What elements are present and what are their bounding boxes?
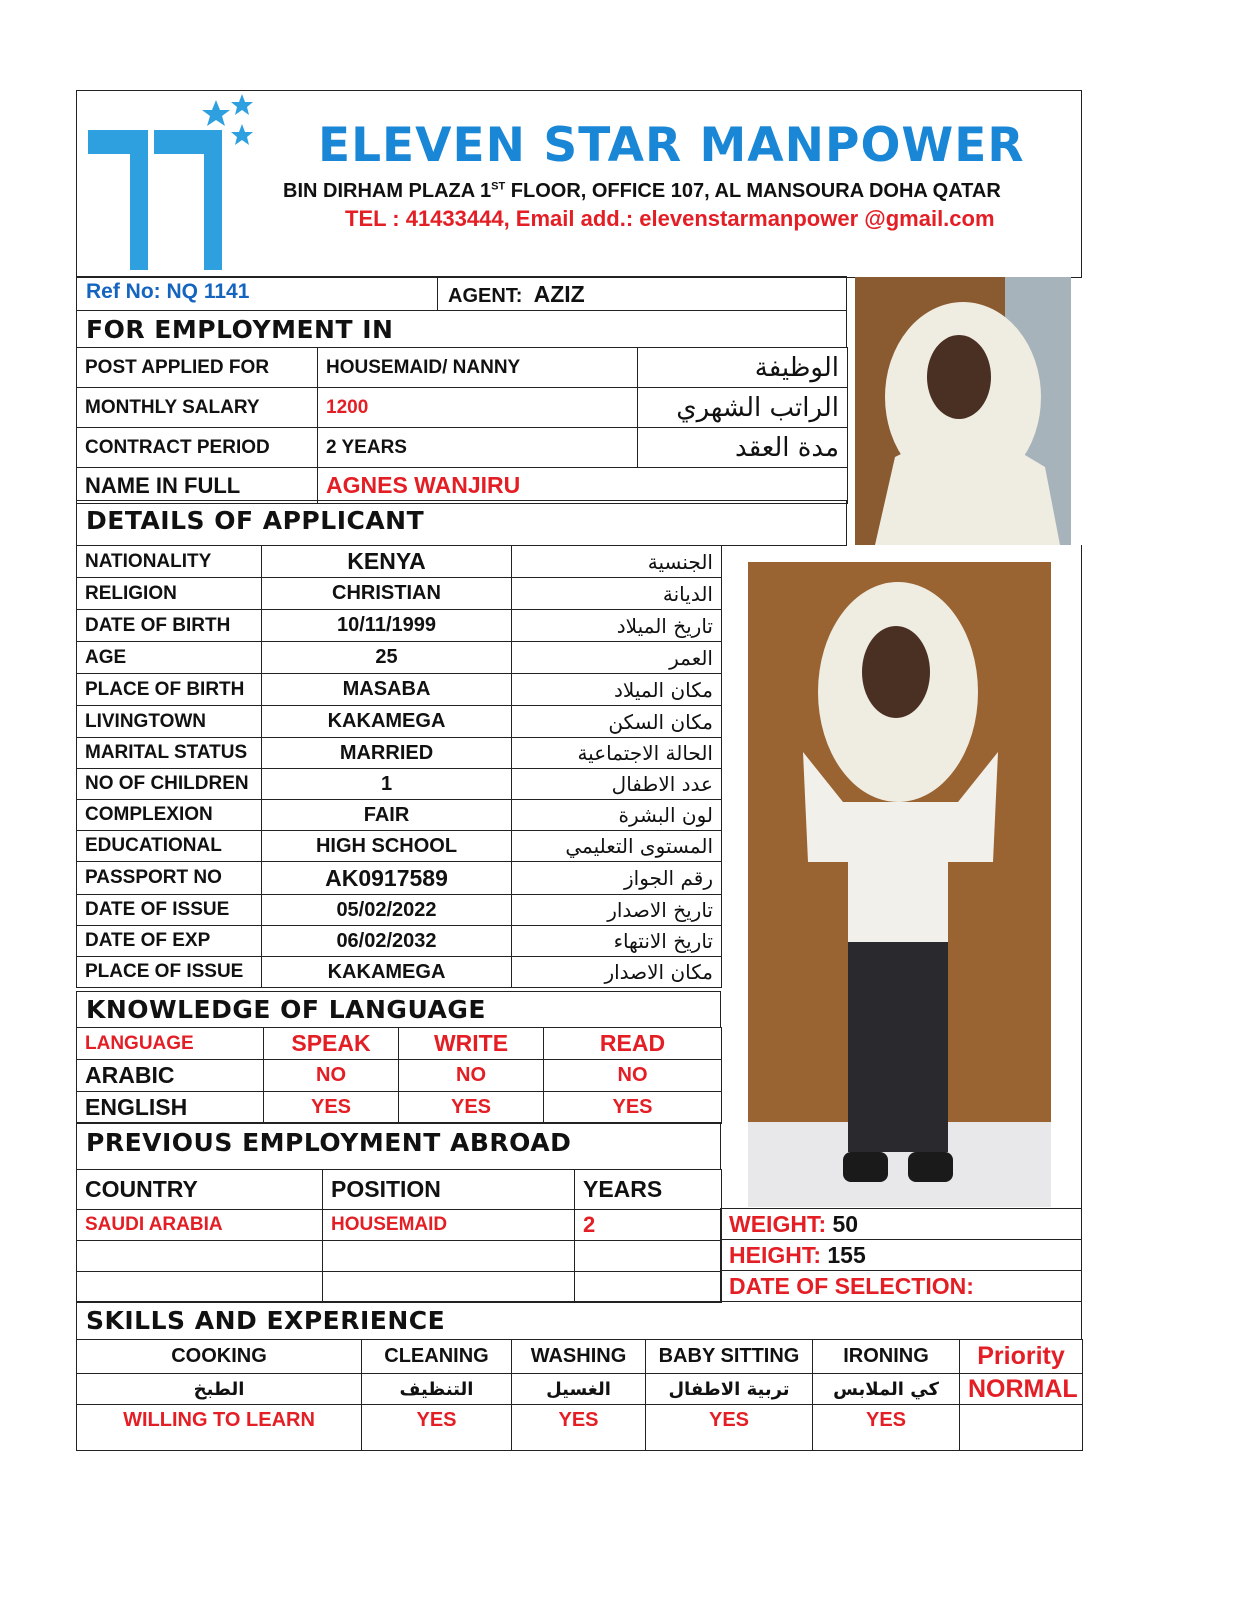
- company-name: ELEVEN STAR MANPOWER: [318, 118, 1025, 173]
- children-label: NO OF CHILDREN: [77, 769, 262, 800]
- arabic-write: NO: [399, 1060, 544, 1092]
- table-row: [77, 1340, 1083, 1374]
- issue-date-label: DATE OF ISSUE: [77, 895, 262, 926]
- date-of-selection: DATE OF SELECTION:: [721, 1271, 1082, 1302]
- complexion-ar: لون البشرة: [512, 800, 722, 831]
- children-ar: عدد الاطفال: [512, 769, 722, 800]
- post-ar: الوظيفة: [638, 348, 848, 388]
- speak-col-header: SPEAK: [264, 1028, 399, 1060]
- marital-value: MARRIED: [262, 738, 512, 769]
- table-row: [77, 862, 722, 895]
- nationality-value: KENYA: [262, 546, 512, 578]
- physical-table: [720, 1208, 1082, 1302]
- applicant-photo-portrait: [855, 277, 1071, 545]
- table-row: [77, 895, 722, 926]
- arabic-speak: NO: [264, 1060, 399, 1092]
- skill-washing-ar: الغسيل: [512, 1374, 646, 1405]
- skill-cooking: COOKING: [77, 1340, 362, 1374]
- read-col-header: READ: [544, 1028, 722, 1060]
- company-logo: [86, 92, 266, 272]
- employment-table: [76, 347, 848, 504]
- previous-heading: PREVIOUS EMPLOYMENT ABROAD: [86, 1128, 572, 1157]
- passport-ar: رقم الجواز: [512, 862, 722, 895]
- table-row: [77, 706, 722, 738]
- skill-cleaning-ar: التنظيف: [362, 1374, 512, 1405]
- salary-value: 1200: [318, 388, 638, 428]
- previous-table: [76, 1169, 722, 1303]
- complexion-value: FAIR: [262, 800, 512, 831]
- employment-heading: FOR EMPLOYMENT IN: [86, 315, 394, 344]
- skill-cooking-ar: الطبخ: [77, 1374, 362, 1405]
- contract-label: CONTRACT PERIOD: [77, 428, 318, 468]
- company-contact: TEL : 41433444, Email add.: elevenstarmanpower @gmail.com: [345, 206, 995, 231]
- table-row: [721, 1240, 1082, 1271]
- table-row: [77, 769, 722, 800]
- table-row: [77, 610, 722, 642]
- dob-value: 10/11/1999: [262, 610, 512, 642]
- table-row: [721, 1209, 1082, 1240]
- skill-cooking-value: WILLING TO LEARN: [77, 1405, 362, 1451]
- height: HEIGHT: 155: [721, 1240, 1082, 1271]
- marital-ar: الحالة الاجتماعية: [512, 738, 722, 769]
- arabic-read: NO: [544, 1060, 722, 1092]
- issue-place-value: KAKAMEGA: [262, 957, 512, 988]
- exp-date-value: 06/02/2032: [262, 926, 512, 957]
- table-row: [77, 738, 722, 769]
- pob-label: PLACE OF BIRTH: [77, 674, 262, 706]
- age-value: 25: [262, 642, 512, 674]
- contract-value: 2 YEARS: [318, 428, 638, 468]
- language-table: [76, 1027, 722, 1124]
- dob-ar: تاريخ الميلاد: [512, 610, 722, 642]
- table-row: [77, 1170, 722, 1210]
- livingtown-label: LIVINGTOWN: [77, 706, 262, 738]
- details-heading: DETAILS OF APPLICANT: [86, 506, 425, 535]
- weight: WEIGHT: 50: [721, 1209, 1082, 1240]
- table-row: [77, 1405, 1083, 1451]
- dob-label: DATE OF BIRTH: [77, 610, 262, 642]
- language-heading: KNOWLEDGE OF LANGUAGE: [86, 995, 486, 1024]
- skill-washing-value: YES: [512, 1405, 646, 1451]
- religion-value: CHRISTIAN: [262, 578, 512, 610]
- table-row: [77, 1028, 722, 1060]
- table-row: [77, 1374, 1083, 1405]
- skill-ironing: IRONING: [813, 1340, 960, 1374]
- details-table: [76, 545, 722, 988]
- age-label: AGE: [77, 642, 262, 674]
- religion-ar: الديانة: [512, 578, 722, 610]
- english-label: ENGLISH: [77, 1092, 264, 1124]
- english-write: YES: [399, 1092, 544, 1124]
- table-row: [77, 831, 722, 862]
- contract-ar: مدة العقد: [638, 428, 848, 468]
- table-row: [77, 800, 722, 831]
- issue-place-label: PLACE OF ISSUE: [77, 957, 262, 988]
- issue-place-ar: مكان الاصدار: [512, 957, 722, 988]
- education-ar: المستوى التعليمي: [512, 831, 722, 862]
- priority-label: Priority: [960, 1340, 1083, 1374]
- priority-value: NORMAL: [960, 1374, 1083, 1405]
- table-row: [77, 1272, 722, 1303]
- english-read: YES: [544, 1092, 722, 1124]
- years-col-header: YEARS: [575, 1170, 722, 1210]
- complexion-label: COMPLEXION: [77, 800, 262, 831]
- table-row: [77, 674, 722, 706]
- prev-years: 2: [575, 1210, 722, 1241]
- table-row: [77, 468, 848, 504]
- table-row: [77, 1210, 722, 1241]
- table-row: [77, 1241, 722, 1272]
- exp-date-label: DATE OF EXP: [77, 926, 262, 957]
- ref-agent-divider: [437, 276, 438, 311]
- exp-date-ar: تاريخ الانتهاء: [512, 926, 722, 957]
- salary-ar: الراتب الشهري: [638, 388, 848, 428]
- table-row: [77, 642, 722, 674]
- name-label: NAME IN FULL: [77, 468, 318, 504]
- table-row: [77, 926, 722, 957]
- applicant-photo-full: [748, 562, 1051, 1207]
- table-row: [77, 578, 722, 610]
- table-row: [77, 348, 848, 388]
- table-row: [77, 957, 722, 988]
- education-label: EDUCATIONAL: [77, 831, 262, 862]
- pob-ar: مكان الميلاد: [512, 674, 722, 706]
- age-ar: العمر: [512, 642, 722, 674]
- issue-date-value: 05/02/2022: [262, 895, 512, 926]
- logo-eleven-stars-icon: [86, 92, 266, 272]
- nationality-ar: الجنسية: [512, 546, 722, 578]
- skill-baby-sitting-ar: تربية الاطفال: [646, 1374, 813, 1405]
- ref-number: Ref No: NQ 1141: [86, 280, 250, 303]
- table-row: [77, 1060, 722, 1092]
- skills-table: [76, 1339, 1083, 1451]
- position-col-header: POSITION: [323, 1170, 575, 1210]
- nationality-label: NATIONALITY: [77, 546, 262, 578]
- passport-label: PASSPORT NO: [77, 862, 262, 895]
- table-row: [77, 546, 722, 578]
- table-row: [721, 1271, 1082, 1302]
- skill-cleaning: CLEANING: [362, 1340, 512, 1374]
- skill-baby-sitting: BABY SITTING: [646, 1340, 813, 1374]
- table-row: [77, 428, 848, 468]
- education-value: HIGH SCHOOL: [262, 831, 512, 862]
- religion-label: RELIGION: [77, 578, 262, 610]
- prev-position: HOUSEMAID: [323, 1210, 575, 1241]
- agent: AGENT: AZIZ: [448, 281, 585, 307]
- write-col-header: WRITE: [399, 1028, 544, 1060]
- marital-label: MARITAL STATUS: [77, 738, 262, 769]
- post-value: HOUSEMAID/ NANNY: [318, 348, 638, 388]
- issue-date-ar: تاريخ الاصدار: [512, 895, 722, 926]
- name-value: AGNES WANJIRU: [318, 468, 848, 504]
- post-label: POST APPLIED FOR: [77, 348, 318, 388]
- arabic-label: ARABIC: [77, 1060, 264, 1092]
- skill-ironing-value: YES: [813, 1405, 960, 1451]
- country-col-header: COUNTRY: [77, 1170, 323, 1210]
- children-value: 1: [262, 769, 512, 800]
- livingtown-ar: مكان السكن: [512, 706, 722, 738]
- english-speak: YES: [264, 1092, 399, 1124]
- company-address: BIN DIRHAM PLAZA 1ST FLOOR, OFFICE 107, AL MANSOURA DOHA QATAR: [283, 180, 1001, 202]
- prev-country: SAUDI ARABIA: [77, 1210, 323, 1241]
- skills-heading: SKILLS AND EXPERIENCE: [86, 1306, 446, 1335]
- table-row: [77, 388, 848, 428]
- language-col-header: LANGUAGE: [77, 1028, 264, 1060]
- skill-ironing-ar: كي الملابس: [813, 1374, 960, 1405]
- skill-cleaning-value: YES: [362, 1405, 512, 1451]
- skill-baby-sitting-value: YES: [646, 1405, 813, 1451]
- salary-label: MONTHLY SALARY: [77, 388, 318, 428]
- passport-value: AK0917589: [262, 862, 512, 895]
- skill-washing: WASHING: [512, 1340, 646, 1374]
- livingtown-value: KAKAMEGA: [262, 706, 512, 738]
- pob-value: MASABA: [262, 674, 512, 706]
- table-row: [77, 1092, 722, 1124]
